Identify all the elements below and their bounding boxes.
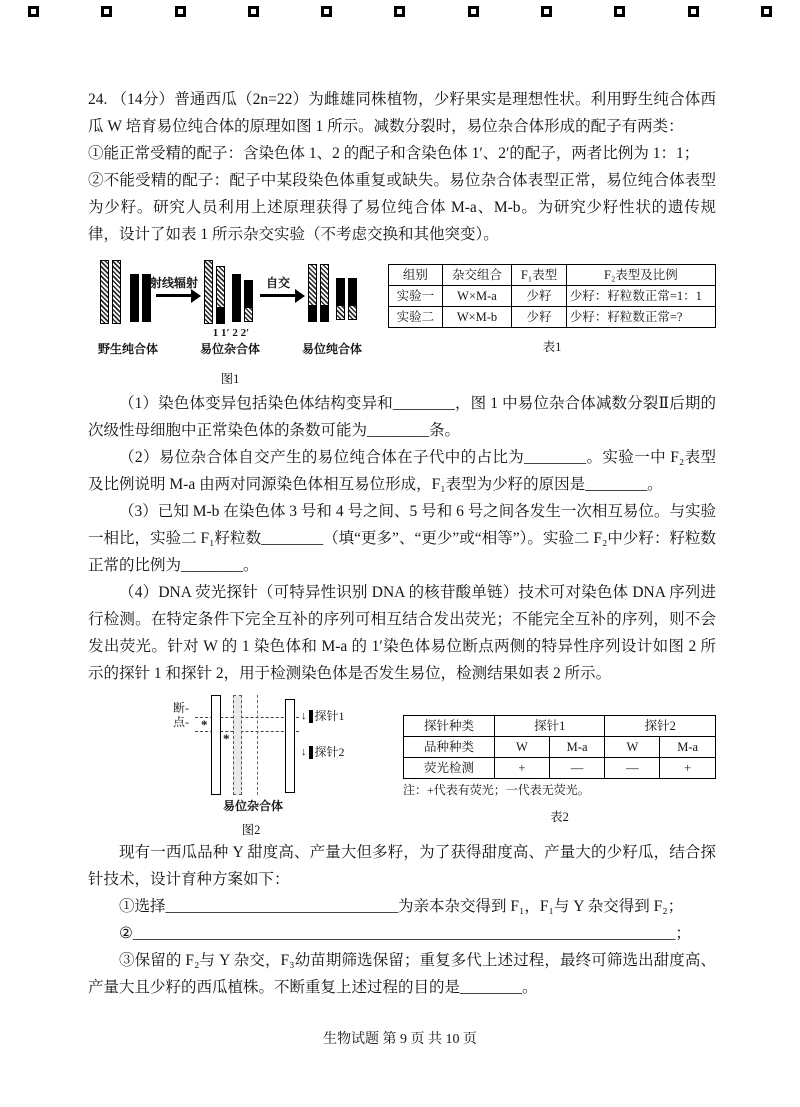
chromosome-segment: [216, 308, 225, 324]
t2-cell: 探针种类: [404, 716, 495, 737]
t1-cell: 实验二: [389, 307, 443, 328]
figure-2: [173, 693, 403, 835]
radiation-label: 射线辐射: [150, 276, 199, 290]
chromosome-segment: [336, 278, 345, 306]
t2-cell: M-a: [660, 737, 716, 758]
registration-mark: [101, 6, 112, 17]
t2-cell: +: [660, 758, 716, 779]
breeding-step-1: ①选择______________________________为亲本杂交得到 F₁，F₁与 Y 杂交得到 F₂；: [119, 898, 684, 915]
t2-cell: 探针2: [605, 716, 716, 737]
chromosome-segment: [348, 278, 357, 306]
figure-2-group-label: 易位杂合体: [222, 799, 283, 813]
question-24-intro: 24. （14分）普通西瓜（2n=22）为雌雄同株植物，少籽果实是理想性状。利用野生纯合体西瓜 W 培育易位纯合体的原理如图 1 所示。减数分裂时，易位杂合体形成的配子有两类：: [88, 91, 716, 135]
chromosome-segment: [308, 306, 317, 322]
chromosome-segment: [320, 306, 329, 322]
figure-1-caption: 图1: [220, 372, 240, 386]
figure-2-caption: 图2: [241, 823, 261, 837]
probe-2-text: 探针2: [314, 745, 345, 759]
breeding-step-2: ②______________________________________________________________________；: [119, 925, 691, 942]
registration-mark: [688, 6, 699, 17]
t1-header-cross: 杂交组合: [442, 265, 512, 286]
breakpoint-star: *: [223, 731, 230, 746]
probe-1-mark: [309, 710, 313, 723]
table-row: [404, 737, 716, 758]
chromosome-segment: [216, 266, 225, 308]
chromosome-segment: [336, 306, 345, 320]
breakpoint-label: [173, 701, 189, 729]
chromosome-bar: [348, 278, 357, 320]
chromosome-numbers: 1 1′ 2 2′: [212, 327, 250, 339]
chromosome-segment: [348, 306, 357, 320]
chromosome-bar-1: [112, 260, 121, 324]
t1-header-f2: F₂表型及比例: [566, 265, 715, 286]
t2-cell: —: [549, 758, 605, 779]
probe-2-mark: [309, 746, 313, 759]
chromosome-dashed-line: [257, 695, 258, 795]
chromosome-bar-1: [100, 260, 109, 324]
t2-cell: 品种种类: [404, 737, 495, 758]
chromosome-segment: [244, 280, 253, 308]
chromosome-bar-2prime: [244, 280, 253, 322]
chromosome-w-bar: [211, 695, 221, 795]
down-arrow-icon: ↓: [301, 746, 307, 758]
sub-question-3: （3）已知 M-b 在染色体 3 号和 4 号之间、5 号和 6 号之间各发生一次相互易位。与实验一相比，实验二 F₁籽粒数________（填“更多”、“更少”或“相等”）。实验二 F₂中少籽：籽粒数正常的比例为________。: [88, 503, 716, 574]
t1-header-f1: F₁表型: [512, 265, 567, 286]
table-2-block: [403, 715, 716, 831]
breeding-step-3: ③保留的 F₂与 Y 杂交，F₃幼苗期筛选保留；重复多代上述过程，最终可筛选出甜度高、产量大且少籽的西瓜植株。不断重复上述过程的目的是________。: [88, 952, 716, 996]
figure1-table1-row: [88, 254, 716, 386]
chromosome-segment: [308, 264, 317, 306]
t1-cell: W×M-a: [442, 286, 512, 307]
breeding-scheme-intro: 现有一西瓜品种 Y 甜度高、产量大但多籽，为了获得甜度高、产量大的少籽瓜，结合探针技术，设计育种方案如下：: [88, 844, 716, 888]
chromosome-bar-2: [232, 274, 241, 322]
t2-cell: W: [605, 737, 660, 758]
table-row: [389, 265, 716, 286]
registration-mark: [394, 6, 405, 17]
table-1-caption: 表1: [542, 340, 562, 354]
registration-mark: [28, 6, 39, 17]
t2-cell: W: [494, 737, 549, 758]
table-row: [404, 716, 716, 737]
registration-marks: [28, 6, 772, 17]
table-1: [388, 264, 716, 328]
t1-header-group: 组别: [389, 265, 443, 286]
gamete-type-2: ②不能受精的配子：配子中某段染色体重复或缺失。易位杂合体表型正常，易位纯合体表型为少籽。研究人员利用上述原理获得了易位纯合体 M-a、M-b。为研究少籽性状的遗传规律，设计了如表 1 所示杂交实验（不考虑交换和其他突变）。: [88, 172, 716, 243]
sub-question-2: （2）易位杂合体自交产生的易位纯合体在子代中的占比为________。实验一中 F₂表型及比例说明 M-a 由两对同源染色体相互易位形成，F₁表型为少籽的原因是________。: [88, 449, 716, 493]
table-row: [389, 307, 716, 328]
table-1-block: [388, 264, 716, 361]
self-cross-label: 自交: [266, 276, 291, 290]
chromosome-dashed-bar: [233, 695, 242, 795]
group-label-heterozygote: 易位杂合体: [199, 342, 260, 356]
chromosome-bar-2: [130, 274, 139, 322]
chromosome-ma-bar: [285, 699, 295, 793]
t2-cell: 探针1: [494, 716, 604, 737]
probe-2-label: [301, 739, 345, 766]
radiation-arrow-icon: [156, 294, 192, 297]
table-row: [404, 758, 716, 779]
chromosome-bar: [336, 278, 345, 320]
chromosome-segment: [320, 264, 329, 306]
chromosome-bar: [320, 264, 329, 322]
group-label-homozygote: 易位纯合体: [301, 342, 362, 356]
t2-cell: 荧光检测: [404, 758, 495, 779]
chromosome-bar-1: [204, 260, 213, 324]
registration-mark: [321, 6, 332, 17]
t1-cell: 少籽：籽粒数正常=1：1: [566, 286, 715, 307]
registration-mark: [614, 6, 625, 17]
t2-cell: —: [605, 758, 660, 779]
question-24: [88, 86, 716, 1001]
breakpoint-star: *: [201, 717, 208, 732]
page-footer: 生物试题 第 9 页 共 10 页: [323, 1032, 477, 1047]
table-2-note: 注：+代表有荧光；一代表无荧光。: [403, 783, 590, 797]
t1-cell: 少籽：籽粒数正常=?: [566, 307, 715, 328]
registration-mark: [761, 6, 772, 17]
group-label-wild: 野生纯合体: [97, 342, 158, 356]
t1-cell: 少籽: [512, 307, 567, 328]
t2-cell: M-a: [549, 737, 605, 758]
t2-cell: +: [494, 758, 549, 779]
registration-mark: [541, 6, 552, 17]
sub-question-1: （1）染色体变异包括染色体结构变异和________，图 1 中易位杂合体减数分裂Ⅱ后期的次级性母细胞中正常染色体的条数可能为________条。: [88, 395, 716, 439]
self-cross-arrow-icon: [260, 294, 296, 297]
t1-cell: 少籽: [512, 286, 567, 307]
table-2-caption: 表2: [550, 810, 569, 824]
registration-mark: [248, 6, 259, 17]
t1-cell: 实验一: [389, 286, 443, 307]
probe-1-text: 探针1: [314, 709, 345, 723]
chromosome-bar: [308, 264, 317, 322]
breakpoint-label-line1: 断-: [173, 701, 189, 715]
table-row: [389, 286, 716, 307]
probe-1-label: [301, 703, 345, 730]
table-2: [403, 715, 716, 779]
sub-question-4: （4）DNA 荧光探针（可特异性识别 DNA 的核苷酸单链）技术可对染色体 DNA 序列进行检测。在特定条件下完全互补的序列可相互结合发出荧光；不能完全互补的序列，则不会发出荧光。针对 W 的 1 染色体和 M-a 的 1′染色体易位断点两侧的特异性序列设计如图 2 所示的探针 1 和探针 2，用于检测染色体是否发生易位，检测结果如表 2 所示。: [88, 584, 716, 682]
gamete-type-1: ①能正常受精的配子：含染色体 1、2 的配子和含染色体 1′、2′的配子，两者比例为 1：1；: [88, 145, 700, 162]
t1-cell: W×M-b: [442, 307, 512, 328]
chromosome-segment: [244, 308, 253, 322]
registration-mark: [175, 6, 186, 17]
chromosome-bar-1prime: [216, 266, 225, 324]
registration-mark: [468, 6, 479, 17]
figure-1: [88, 254, 388, 386]
down-arrow-icon: ↓: [301, 710, 307, 722]
breakpoint-label-line2: 点-: [173, 715, 189, 729]
figure2-table2-row: [88, 693, 716, 835]
